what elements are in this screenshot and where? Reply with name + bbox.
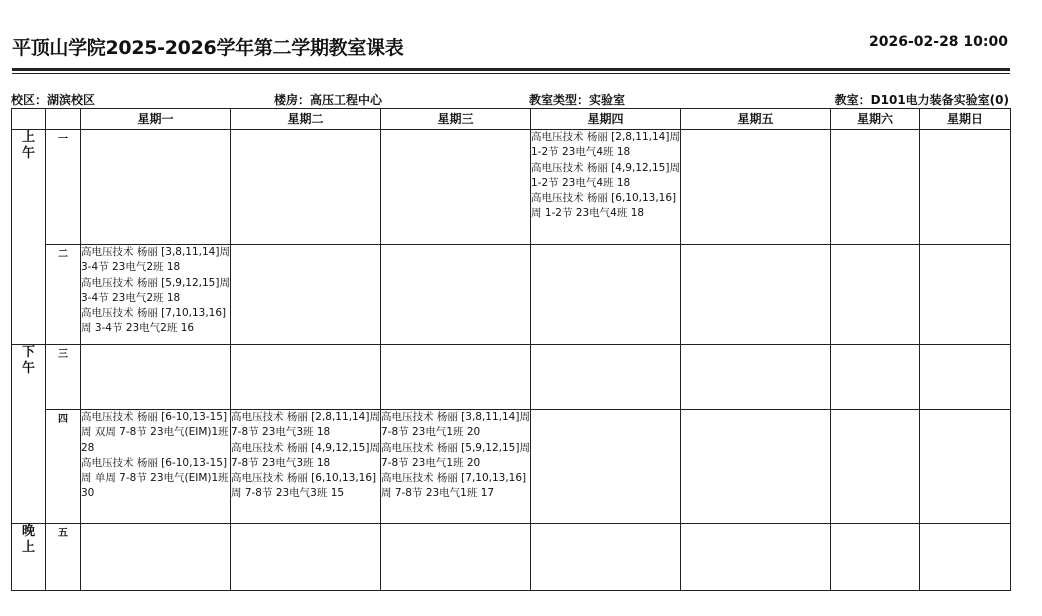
day-header-thu: 星期四	[531, 109, 681, 130]
course-entry: 高电压技术 杨丽 [2,8,11,14]周 1-2节 23电气4班 18	[531, 131, 680, 159]
period-row-1	[12, 130, 1011, 245]
cell-p2-thu	[531, 245, 681, 345]
cell-p3-fri	[681, 345, 831, 410]
page-title: 平顶山学院2025-2026学年第二学期教室课表	[12, 37, 404, 59]
cell-p3-mon	[81, 345, 231, 410]
period-row-4	[12, 410, 1011, 524]
course-entry: 高电压技术 杨丽 [6,10,13,16]周 7-8节 23电气3班 15	[231, 472, 377, 500]
cell-p2-tue	[231, 245, 381, 345]
cell-p4-wed	[381, 410, 531, 524]
course-entry: 高电压技术 杨丽 [4,9,12,15]周 1-2节 23电气4班 18	[531, 161, 680, 189]
course-entry: 高电压技术 杨丽 [6-10,13-15]周 双周 7-8节 23电气(EIM)1班 28	[81, 411, 229, 454]
cell-p4-sat	[831, 410, 920, 524]
group-evening: 晚 上	[12, 524, 46, 591]
cell-p4-thu	[531, 410, 681, 524]
cell-p5-mon	[81, 524, 231, 591]
period-row-5	[12, 524, 1011, 591]
period-label-3: 三	[46, 345, 81, 410]
room-label: 教室：D101电力装备实验室(0)	[834, 93, 1009, 107]
cell-p1-wed	[381, 130, 531, 245]
cell-p1-sun	[920, 130, 1011, 245]
building-label: 楼房：高压工程中心	[274, 93, 383, 107]
period-label-2: 二	[46, 245, 81, 345]
cell-p2-wed	[381, 245, 531, 345]
day-header-row	[12, 109, 1011, 130]
cell-p1-tue	[231, 130, 381, 245]
cell-p2-sun	[920, 245, 1011, 345]
room-type-label: 教室类型：实验室	[529, 93, 626, 107]
cell-p3-sat	[831, 345, 920, 410]
day-header-sun: 星期日	[920, 109, 1011, 130]
cell-p5-wed	[381, 524, 531, 591]
course-entry: 高电压技术 杨丽 [3,8,11,14]周 3-4节 23电气2班 18	[81, 246, 230, 274]
period-label-4: 四	[46, 410, 81, 524]
schedule-table	[11, 108, 1011, 591]
cell-p5-thu	[531, 524, 681, 591]
course-entry: 高电压技术 杨丽 [7,10,13,16]周 7-8节 23电气1班 17	[381, 472, 527, 500]
cell-p4-fri	[681, 410, 831, 524]
day-header-mon: 星期一	[81, 109, 231, 130]
course-entry: 高电压技术 杨丽 [3,8,11,14]周 7-8节 23电气1班 20	[381, 411, 530, 439]
cell-p1-mon	[81, 130, 231, 245]
cell-p1-thu	[531, 130, 681, 245]
period-label-5: 五	[46, 524, 81, 591]
header-divider-thin	[12, 73, 1010, 74]
period-row-3	[12, 345, 1011, 410]
cell-p4-tue	[231, 410, 381, 524]
period-label-1: 一	[46, 130, 81, 245]
cell-p3-thu	[531, 345, 681, 410]
day-header-sat: 星期六	[831, 109, 920, 130]
course-entry: 高电压技术 杨丽 [7,10,13,16]周 3-4节 23电气2班 16	[81, 307, 227, 335]
cell-p1-sat	[831, 130, 920, 245]
cell-p2-sat	[831, 245, 920, 345]
corner-cell	[46, 109, 81, 130]
period-row-2	[12, 245, 1011, 345]
course-entry: 高电压技术 杨丽 [5,9,12,15]周 3-4节 23电气2班 18	[81, 276, 230, 304]
cell-p5-fri	[681, 524, 831, 591]
cell-p3-wed	[381, 345, 531, 410]
day-header-tue: 星期二	[231, 109, 381, 130]
cell-p1-fri	[681, 130, 831, 245]
print-datetime: 2026-02-28 10:00	[869, 34, 1008, 50]
cell-p2-mon	[81, 245, 231, 345]
cell-p4-mon	[81, 410, 231, 524]
course-entry: 高电压技术 杨丽 [6-10,13-15]周 单周 7-8节 23电气(EIM)1班 30	[81, 456, 229, 500]
group-afternoon: 下 午	[12, 345, 46, 524]
cell-p5-sun	[920, 524, 1011, 591]
course-entry: 高电压技术 杨丽 [2,8,11,14]周 7-8节 23电气3班 18	[231, 411, 380, 439]
course-entry: 高电压技术 杨丽 [6,10,13,16]周 1-2节 23电气4班 18	[531, 192, 677, 220]
cell-p3-sun	[920, 345, 1011, 410]
cell-p5-sat	[831, 524, 920, 591]
course-entry: 高电压技术 杨丽 [4,9,12,15]周 7-8节 23电气3班 18	[231, 441, 380, 469]
campus-label: 校区：湖滨校区	[11, 93, 96, 107]
group-morning: 上 午	[12, 130, 46, 345]
header-divider-thick	[12, 68, 1010, 71]
cell-p4-sun	[920, 410, 1011, 524]
cell-p2-fri	[681, 245, 831, 345]
cell-p5-tue	[231, 524, 381, 591]
day-header-fri: 星期五	[681, 109, 831, 130]
corner-cell	[12, 109, 46, 130]
day-header-wed: 星期三	[381, 109, 531, 130]
course-entry: 高电压技术 杨丽 [5,9,12,15]周 7-8节 23电气1班 20	[381, 441, 530, 469]
cell-p3-tue	[231, 345, 381, 410]
